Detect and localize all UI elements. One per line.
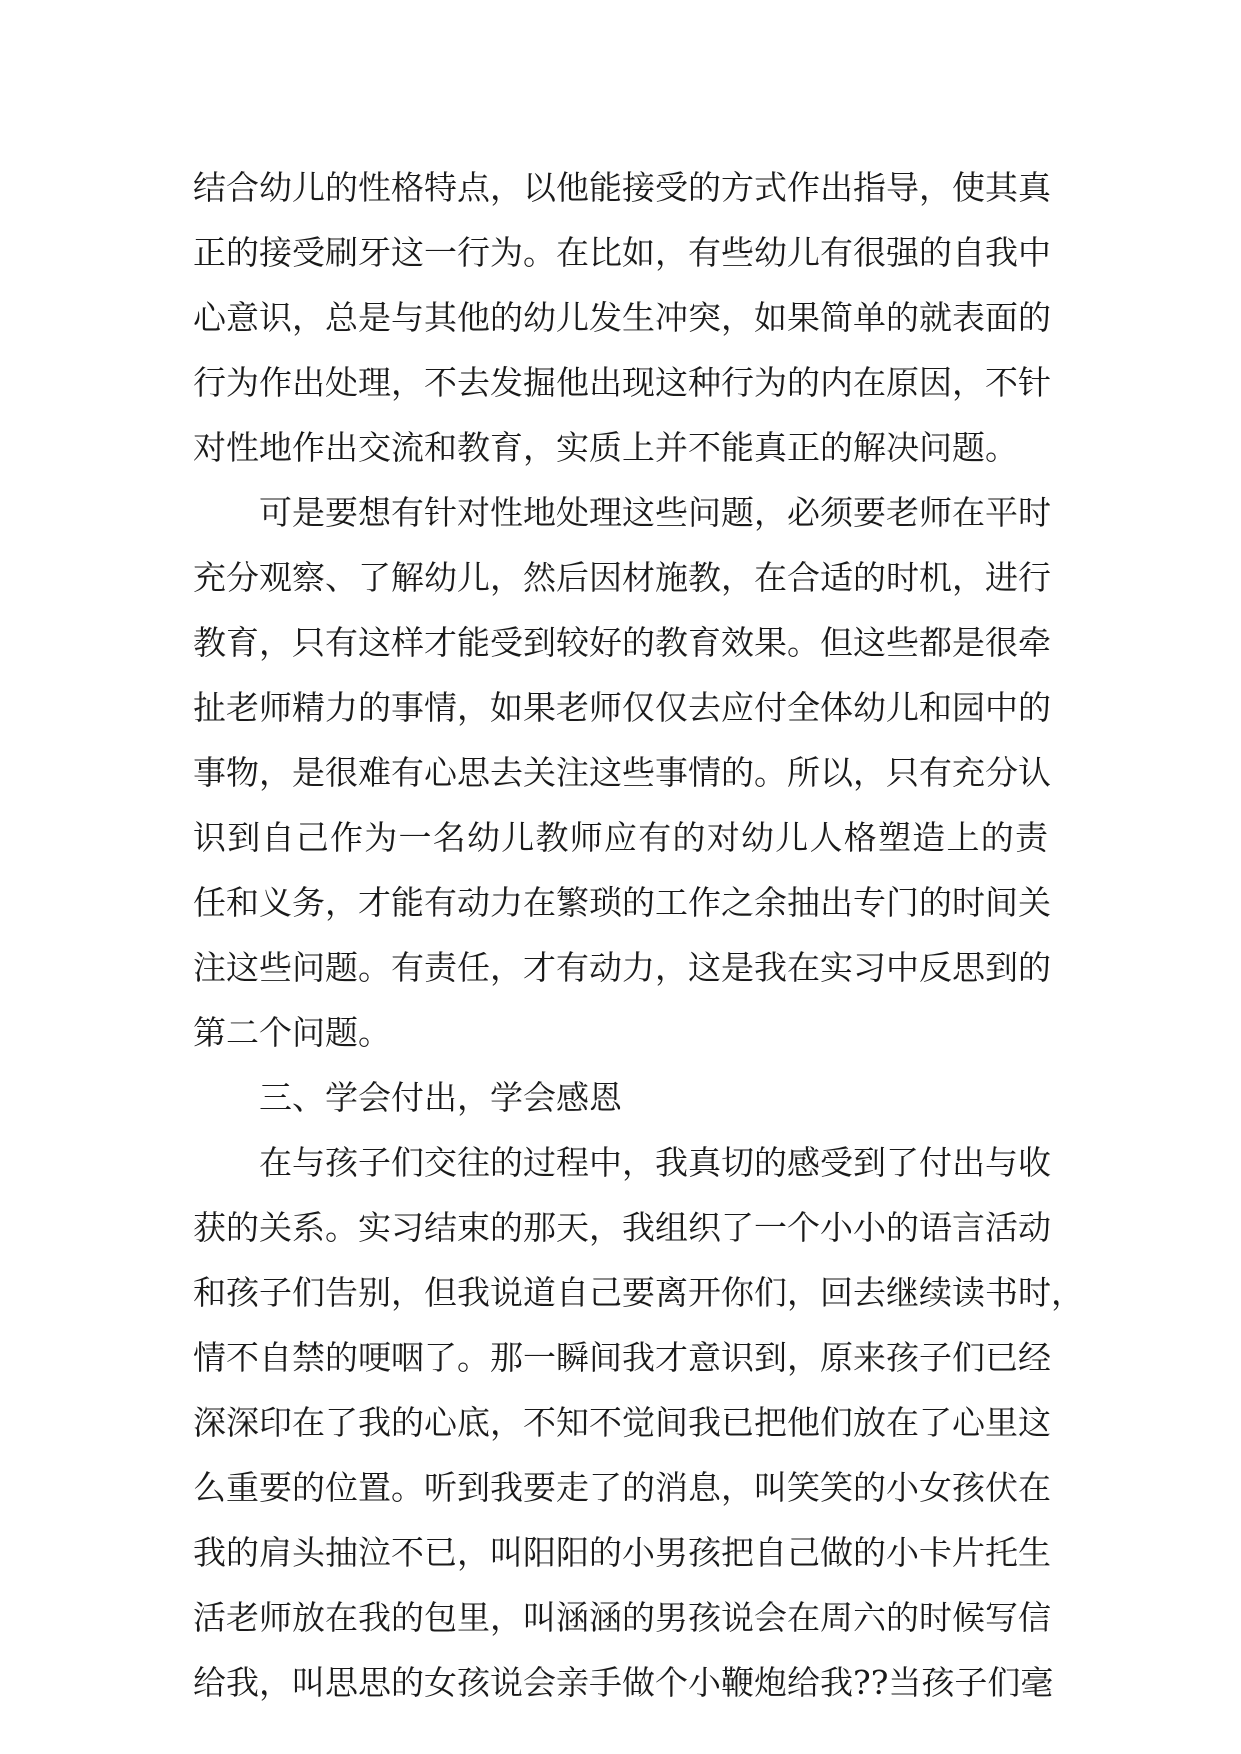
text-line: 行 为 作 出 处 理 ， 不 去 发 掘 他 出 现 这 种 行 为 的 内 在 原 因 ， 不 针 — [193, 363, 1051, 402]
text-line: 活 老 师 放 在 我 的 包 里 ， 叫 涵 涵 的 男 孩 说 会 在 周 六 的 时 候 写 信 — [193, 1598, 1051, 1637]
text-line: 正 的 接 受 刷 牙 这 一 行 为 。 在 比 如 ， 有 些 幼 儿 有 很 强 的 自 我 中 — [193, 233, 1051, 272]
text-line: 情 不 自 禁 的 哽 咽 了 。 那 一 瞬 间 我 才 意 识 到 ， 原 来 孩 子 们 已 经 — [193, 1338, 1051, 1377]
text-line: 第二个问题。 — [193, 1013, 391, 1052]
text-line: 任 和 义 务 ， 才 能 有 动 力 在 繁 琐 的 工 作 之 余 抽 出 专 门 的 时 间 关 — [193, 883, 1051, 922]
text-line: 深 深 印 在 了 我 的 心 底 ， 不 知 不 觉 间 我 已 把 他 们 放 在 了 心 里 这 — [193, 1403, 1051, 1442]
text-line: 和 孩 子 们 告 别 ， 但 我 说 道 自 己 要 离 开 你 们 ， 回 去 继 续 读 书 时 ， — [193, 1273, 1084, 1312]
text-line: 心 意 识 ， 总 是 与 其 他 的 幼 儿 发 生 冲 突 ， 如 果 简 单 的 就 表 面 的 — [193, 298, 1051, 337]
text-line: 获 的 关 系 。 实 习 结 束 的 那 天 ， 我 组 织 了 一 个 小 小 的 语 言 活 动 — [193, 1208, 1051, 1247]
section-heading: 三、学会付出，学会感恩 — [259, 1078, 622, 1117]
text-line: 可 是 要 想 有 针 对 性 地 处 理 这 些 问 题 ， 必 须 要 老 师 在 平 时 — [259, 493, 1051, 532]
text-line: 识 到 自 己 作 为 一 名 幼 儿 教 师 应 有 的 对 幼 儿 人 格 塑 造 上 的 责 — [193, 818, 1048, 857]
text-line: 扯 老 师 精 力 的 事 情 ， 如 果 老 师 仅 仅 去 应 付 全 体 幼 儿 和 园 中 的 — [193, 688, 1051, 727]
text-line: 对性地作出交流和教育，实质上并不能真正的解决问题。 — [193, 428, 1018, 467]
paragraph-3 — [193, 1130, 1084, 1715]
text-line: 结 合 幼 儿 的 性 格 特 点 ， 以 他 能 接 受 的 方 式 作 出 指 导 ， 使 其 真 — [193, 168, 1051, 207]
paragraph-1 — [193, 155, 1051, 480]
text-line: 教 育 ， 只 有 这 样 才 能 受 到 较 好 的 教 育 效 果 。 但 这 些 都 是 很 牵 — [193, 623, 1051, 662]
text-line: 注 这 些 问 题 。 有 责 任 ， 才 有 动 力 ， 这 是 我 在 实 习 中 反 思 到 的 — [193, 948, 1051, 987]
text-line: 给 我 ， 叫 思 思 的 女 孩 说 会 亲 手 做 个 小 鞭 炮 给 我 ? ? 当 孩 子 们 毫 — [193, 1663, 1054, 1702]
document-body — [193, 155, 1084, 1715]
paragraph-2 — [193, 480, 1051, 1065]
text-line: 我 的 肩 头 抽 泣 不 已 ， 叫 阳 阳 的 小 男 孩 把 自 己 做 的 小 卡 片 托 生 — [193, 1533, 1051, 1572]
text-line: 充 分 观 察 、 了 解 幼 儿 ， 然 后 因 材 施 教 ， 在 合 适 的 时 机 ， 进 行 — [193, 558, 1051, 597]
text-line: 事 物 ， 是 很 难 有 心 思 去 关 注 这 些 事 情 的 。 所 以 ， 只 有 充 分 认 — [193, 753, 1051, 792]
text-line: 么 重 要 的 位 置 。 听 到 我 要 走 了 的 消 息 ， 叫 笑 笑 的 小 女 孩 伏 在 — [193, 1468, 1051, 1507]
text-line: 在 与 孩 子 们 交 往 的 过 程 中 ， 我 真 切 的 感 受 到 了 付 出 与 收 — [259, 1143, 1051, 1182]
